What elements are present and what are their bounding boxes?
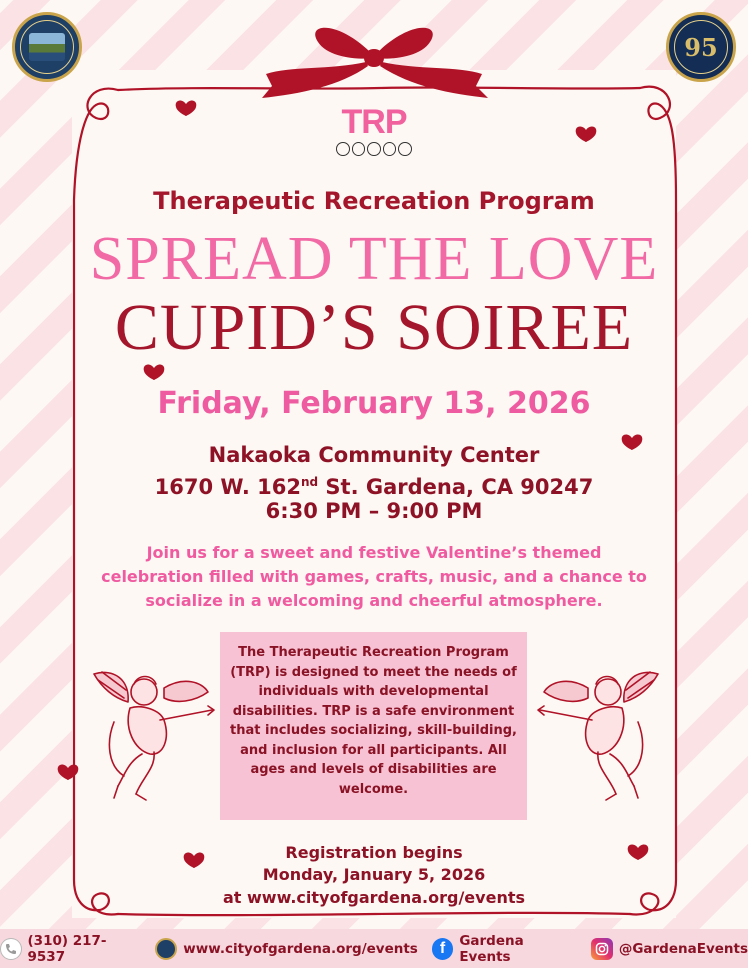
program-info-box: The Therapeutic Recreation Program (TRP) is designed to meet the needs of individuals with developmental disabilities. TRP is a safe environment that includes socializing, skill-building, and inclusion for all participants. All ages and levels of disabilities are welcome. [220, 632, 527, 820]
address-prefix: 1670 W. 162 [154, 475, 301, 499]
registration-url[interactable]: at www.cityofgardena.org/events [223, 888, 525, 907]
registration-date: Monday, January 5, 2026 [262, 865, 486, 884]
event-venue: Nakaoka Community Center [208, 443, 540, 467]
address-suffix: St. Gardena, CA 90247 [318, 475, 594, 499]
instagram-icon [591, 938, 613, 960]
city-of-gardena-seal [12, 12, 82, 82]
facebook-icon: f [432, 938, 453, 960]
event-time: 6:30 PM – 9:00 PM [265, 499, 483, 523]
footer-website[interactable] [155, 938, 418, 960]
event-address [0, 470, 748, 499]
cupid-illustration-right [536, 658, 668, 808]
phone-icon [0, 938, 22, 960]
event-date: Friday, February 13, 2026 [157, 386, 591, 421]
city-seal-icon [155, 938, 177, 960]
registration-label: Registration begins [285, 843, 463, 862]
footer-instagram[interactable] [591, 938, 748, 960]
trp-logo [336, 104, 412, 156]
cupid-illustration-left [84, 658, 216, 808]
headline-spread-the-love: SPREAD THE LOVE [89, 225, 659, 293]
footer-facebook-text: Gardena Events [459, 932, 524, 965]
headline-cupids-soiree: CUPID’S SOIREE [114, 291, 634, 364]
footer-phone-text: (310) 217-9537 [27, 932, 107, 965]
program-name: Therapeutic Recreation Program [153, 187, 595, 215]
footer-website-text: www.cityofgardena.org/events [183, 940, 418, 957]
contact-footer [0, 929, 748, 968]
event-description: Join us for a sweet and festive Valentine’s themed celebration filled with games, crafts, music, and a chance to socialize in a welcoming and cheerful atmosphere. [101, 543, 647, 610]
anniversary-seal: 95 [666, 12, 736, 82]
footer-facebook[interactable] [432, 933, 577, 965]
address-superscript: nd [300, 475, 319, 489]
footer-instagram-text: @GardenaEvents [618, 940, 748, 957]
footer-phone[interactable] [0, 933, 141, 965]
trp-logo-letters: TRP [341, 103, 407, 141]
trp-logo-icons [336, 142, 412, 156]
